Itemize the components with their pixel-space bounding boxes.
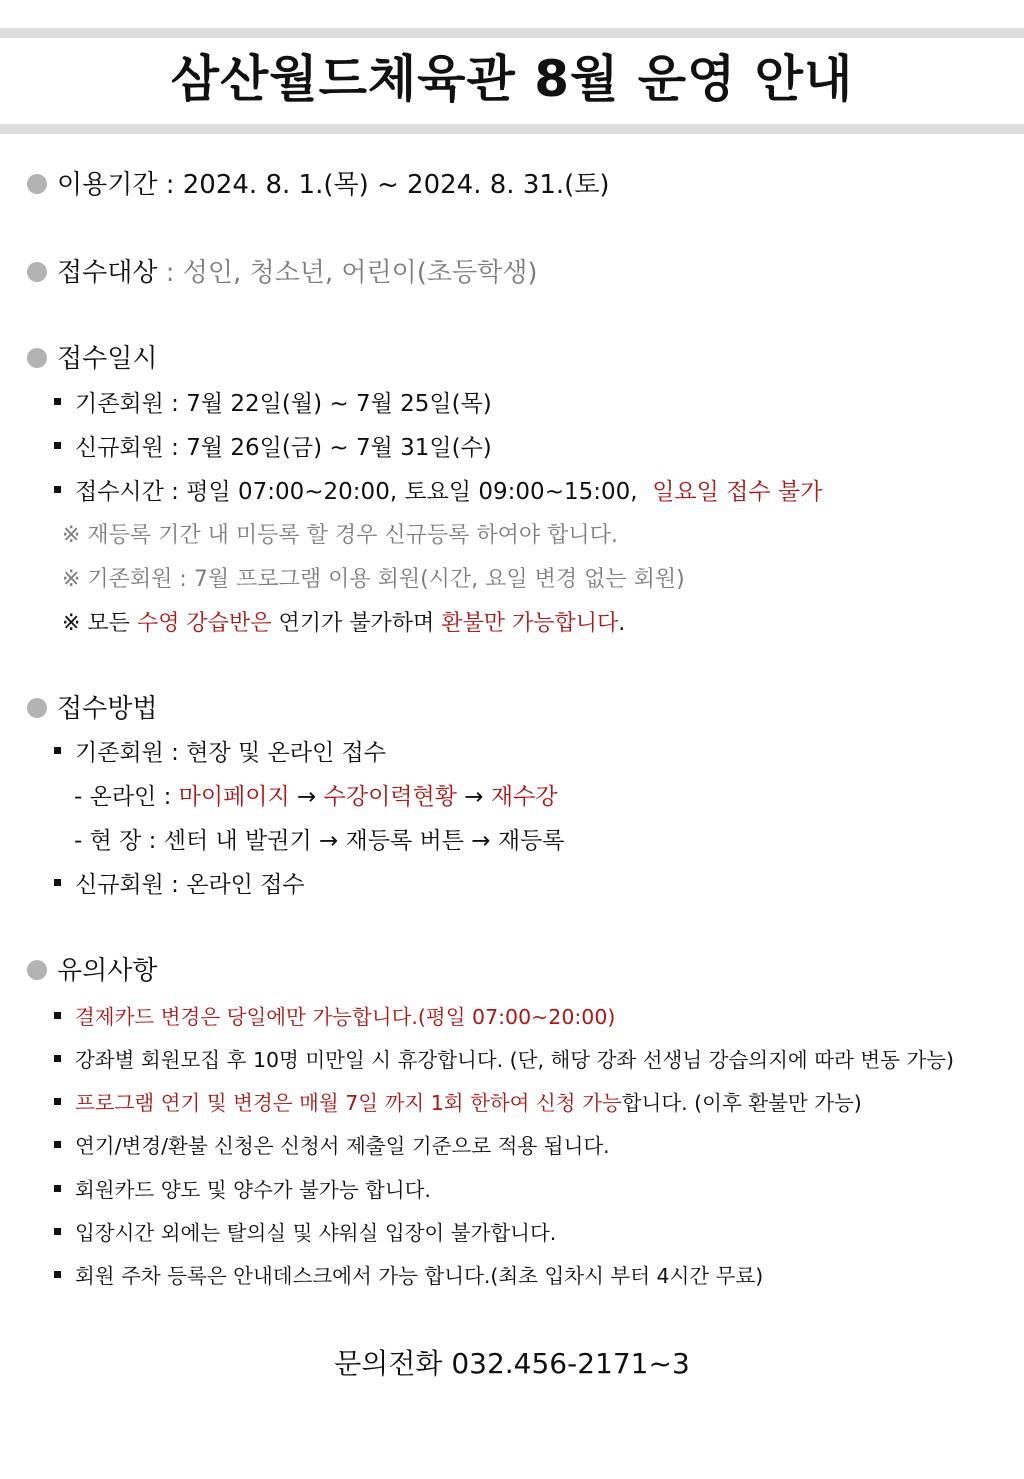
header-bottom-bar (0, 124, 1024, 134)
schedule-note3 (62, 609, 625, 639)
square-bullet-icon (54, 1141, 61, 1148)
notes-item1-text: 결제카드 변경은 당일에만 가능합니다.(평일 07:00~20:00) (75, 1005, 616, 1029)
circle-bullet-icon (27, 698, 47, 718)
notes-item1 (54, 1003, 615, 1031)
schedule-hours-text: 접수시간 : 평일 07:00~20:00, 토요일 09:00~15:00, (75, 479, 638, 505)
online-step2: 수강이력현황 (323, 784, 457, 810)
note3-e: . (618, 611, 626, 636)
method-heading-text: 접수방법 (57, 694, 158, 724)
notes-item4-text: 연기/변경/환불 신청은 신청서 제출일 기준으로 적용 됩니다. (75, 1134, 610, 1158)
period-row (27, 168, 610, 202)
notes-heading (27, 954, 157, 988)
notes-item7 (54, 1262, 763, 1290)
notes-item6 (54, 1219, 556, 1247)
notes-item3 (54, 1089, 862, 1117)
note3-b: 수영 강습반은 (136, 611, 272, 636)
schedule-new-text: 신규회원 : 7월 26일(금) ~ 7월 31일(수) (75, 435, 492, 461)
method-existing-text: 기존회원 : 현장 및 온라인 접수 (75, 740, 386, 766)
period-sep: : (157, 170, 183, 200)
method-new (54, 870, 305, 900)
schedule-existing (54, 389, 492, 419)
schedule-existing-text: 기존회원 : 7월 22일(월) ~ 7월 25일(목) (75, 391, 492, 417)
header-top-bar (0, 28, 1024, 38)
schedule-note2: ※ 기존회원 : 7월 프로그램 이용 회원(시간, 요일 변경 없는 회원) (62, 567, 685, 592)
target-label: 접수대상 (57, 258, 158, 288)
notes-item2 (54, 1046, 954, 1074)
square-bullet-icon (54, 1012, 61, 1019)
square-bullet-icon (54, 1098, 61, 1105)
notes-item5 (54, 1176, 431, 1204)
online-step1: 마이페이지 (178, 784, 290, 810)
circle-bullet-icon (27, 960, 47, 980)
square-bullet-icon (54, 1271, 61, 1278)
square-bullet-icon (54, 1185, 61, 1192)
notes-item5-text: 회원카드 양도 및 양수가 불가능 합니다. (75, 1178, 431, 1202)
target-row (27, 256, 538, 290)
square-bullet-icon (54, 747, 61, 754)
notes-item2-text: 강좌별 회원모집 후 10명 미만일 시 휴강합니다. (단, 해당 강좌 선생님 강습의지에 따라 변동 가능) (75, 1048, 955, 1072)
online-arrow2: → (456, 784, 491, 810)
schedule-note1: ※ 재등록 기간 내 미등록 할 경우 신규등록 하여야 합니다. (62, 523, 618, 548)
method-new-text: 신규회원 : 온라인 접수 (75, 872, 305, 898)
circle-bullet-icon (27, 174, 47, 194)
target-value: 성인, 청소년, 어린이(초등학생) (182, 258, 538, 288)
notes-item3-rest: 합니다. (이후 환불만 가능) (621, 1091, 862, 1115)
online-prefix: - 온라인 : (74, 784, 179, 810)
contact-line (0, 1346, 1024, 1382)
square-bullet-icon (54, 398, 61, 405)
notes-item3-red: 프로그램 연기 및 변경은 매월 7일 까지 1회 한하여 신청 가능 (75, 1091, 622, 1115)
contact-phone: 032.456-2171~3 (451, 1347, 690, 1380)
method-onsite: - 현 장 : 센터 내 발권기 → 재등록 버튼 → 재등록 (74, 828, 565, 854)
schedule-new (54, 433, 492, 463)
schedule-hours (54, 477, 822, 507)
period-value: 2024. 8. 1.(목) ~ 2024. 8. 31.(토) (182, 170, 610, 200)
period-label: 이용기간 (57, 170, 158, 200)
notes-item7-text: 회원 주차 등록은 안내데스크에서 가능 합니다.(최초 입차시 부터 4시간 무료) (75, 1264, 764, 1288)
online-arrow1: → (289, 784, 324, 810)
circle-bullet-icon (27, 348, 47, 368)
notes-heading-text: 유의사항 (57, 956, 158, 986)
notes-item6-text: 입장시간 외에는 탈의실 및 샤워실 입장이 불가합니다. (75, 1221, 557, 1245)
notes-item4 (54, 1132, 610, 1160)
sunday-closed-text: 일요일 접수 불가 (652, 479, 823, 505)
note3-a: ※ 모든 (62, 611, 137, 636)
square-bullet-icon (54, 879, 61, 886)
note3-c: 연기가 불가하며 (271, 611, 442, 636)
circle-bullet-icon (27, 262, 47, 282)
method-online (74, 782, 558, 812)
square-bullet-icon (54, 442, 61, 449)
online-step3: 재수강 (490, 784, 558, 810)
square-bullet-icon (54, 486, 61, 493)
note3-d: 환불만 가능합니다 (441, 611, 619, 636)
page-title: 삼산월드체육관 8월 운영 안내 (170, 50, 854, 108)
target-sep: : (157, 258, 183, 288)
method-existing (54, 738, 386, 768)
square-bullet-icon (54, 1055, 61, 1062)
contact-label: 문의전화 (334, 1347, 443, 1380)
schedule-heading-text: 접수일시 (57, 344, 158, 374)
method-heading (27, 692, 157, 726)
schedule-heading (27, 342, 157, 376)
square-bullet-icon (54, 1228, 61, 1235)
